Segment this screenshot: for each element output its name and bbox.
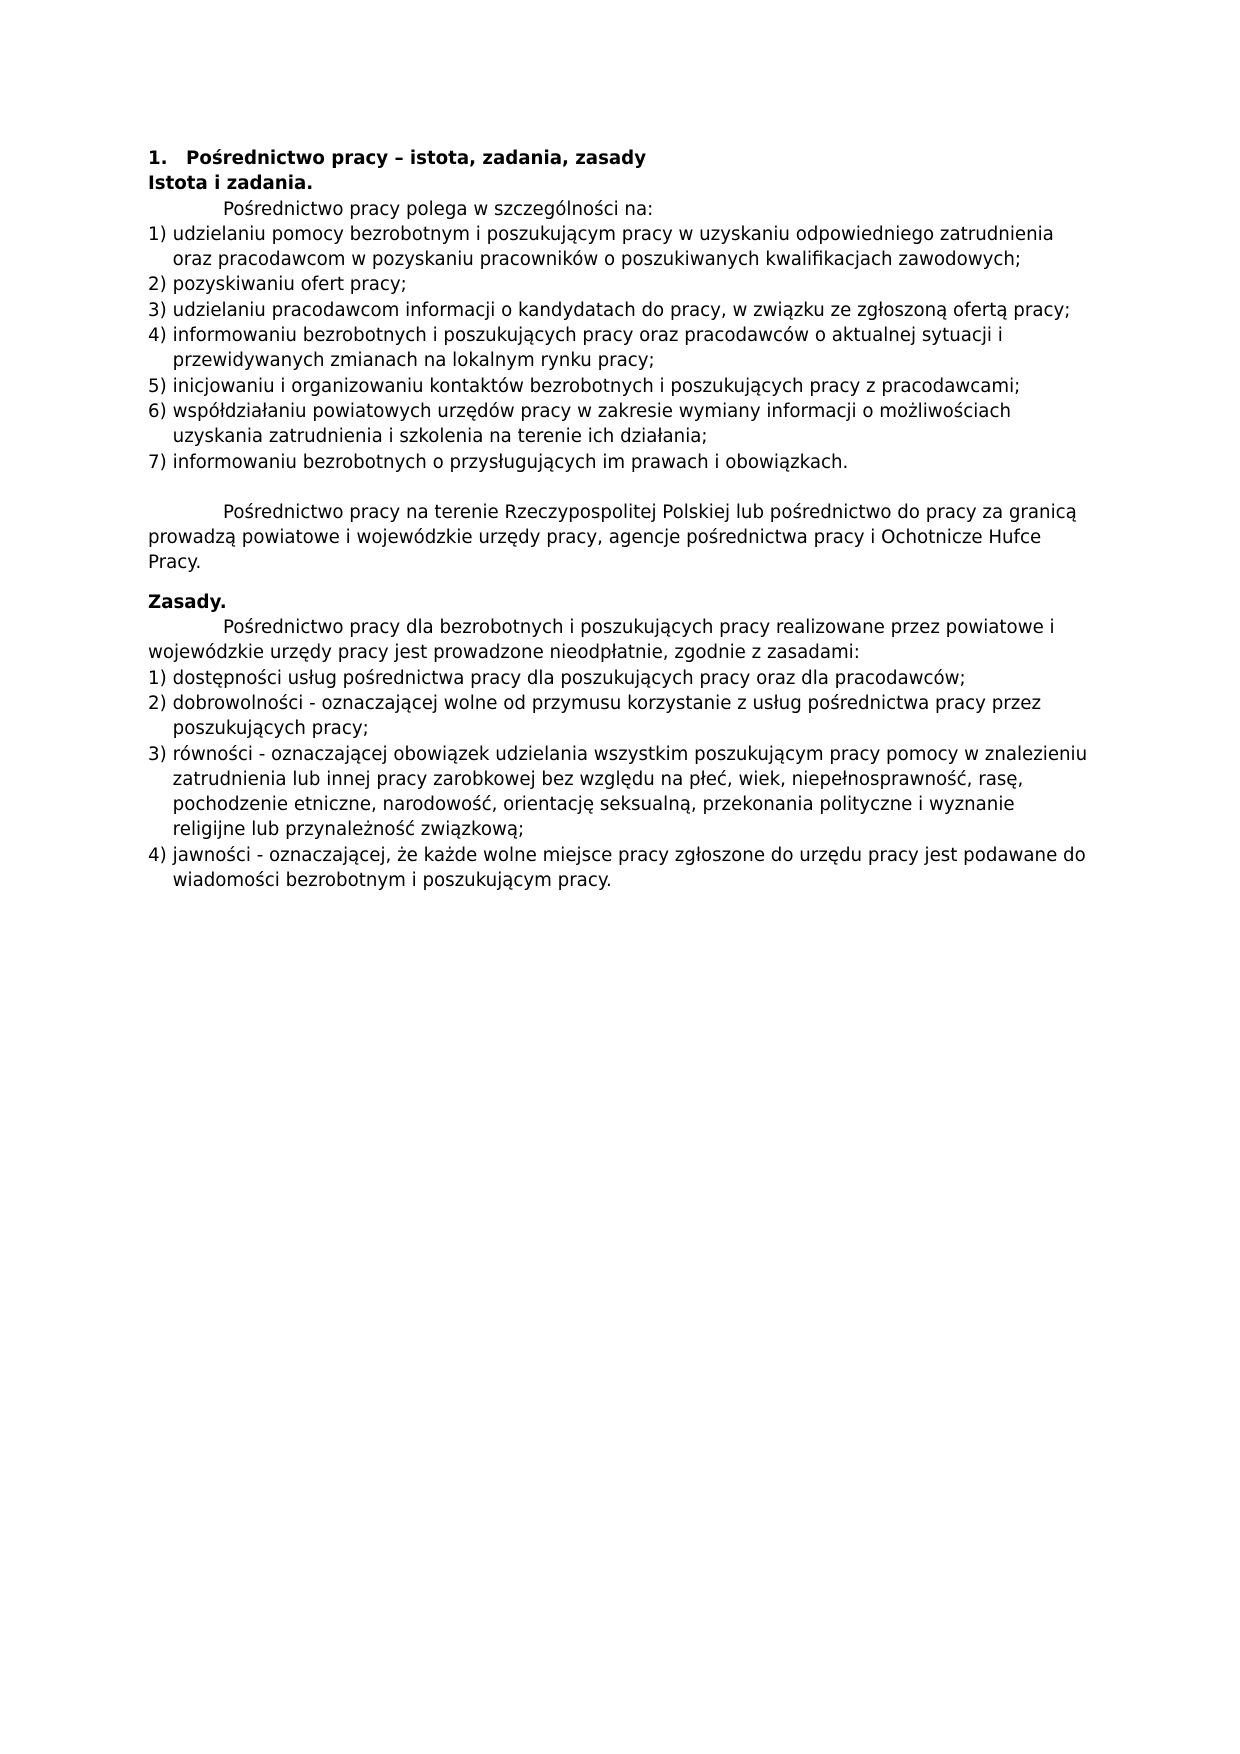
list-item-text: informowaniu bezrobotnych i poszukujących pracy oraz pracodawców o aktualnej sytuacji i przewidywanych zmianach na lokalnym rynku pracy;	[172, 325, 1003, 372]
list-item	[148, 374, 1088, 399]
list-item-text: informowaniu bezrobotnych o przysługujących im prawach i obowiązkach.	[172, 451, 849, 473]
title-text: Pośrednictwo pracy – istota, zadania, zasady	[186, 148, 647, 169]
list-item-text: jawności - oznaczającej, że każde wolne miejsce pracy zgłoszone do urzędu pracy jest podawane do wiadomości bezrobotnym i poszukującym pracy.	[172, 844, 1086, 892]
list-marker: 4)	[148, 325, 167, 347]
paragraph-spacer	[148, 576, 1088, 590]
tasks-list	[148, 222, 1088, 475]
list-item-text: równości - oznaczającej obowiązek udzielania wszystkim poszukującym pracy pomocy w znalezieniu zatrudnienia lub innej pracy zarobkowej bez względu na płeć, wiek, niepełnosprawność, rasę, pochodzenie etniczne, narodowość, orientację seksualną, przekonania polityczne i wyznanie religijne lub przynależność związkową;	[172, 743, 1088, 841]
section-heading-istota: Istota i zadania.	[148, 173, 314, 195]
list-marker: 4)	[148, 844, 167, 866]
list-item	[148, 298, 1088, 323]
list-item-text: udzielaniu pracodawcom informacji o kandydatach do pracy, w związku ze zgłoszoną ofertą pracy;	[172, 299, 1071, 321]
list-marker: 6)	[148, 400, 167, 422]
list-item	[148, 666, 1088, 691]
list-item-text: udzielaniu pomocy bezrobotnym i poszukującym pracy w uzyskaniu odpowiedniego zatrudnienia oraz pracodawcom w pozyskaniu pracowników o poszukiwanych kwalifikacjach zawodowych;	[172, 223, 1054, 271]
section-intro-zasady: Pośrednictwo pracy dla bezrobotnych i poszukujących pracy realizowane przez powiatowe i wojewódzkie urzędy pracy jest prowadzone nieodpłatnie, zgodnie z zasadami:	[148, 617, 1055, 664]
list-marker: 3)	[148, 299, 167, 321]
principles-list	[148, 666, 1088, 894]
list-item	[148, 399, 1088, 450]
list-item-text: współdziałaniu powiatowych urzędów pracy w zakresie wymiany informacji o możliwościach uzyskania zatrudnienia i szkolenia na terenie ich działania;	[172, 400, 1011, 448]
list-item	[148, 323, 1088, 374]
document-title	[148, 146, 1088, 171]
list-item	[148, 742, 1088, 843]
list-item-text: inicjowaniu i organizowaniu kontaktów bezrobotnych i poszukujących pracy z pracodawcami;	[172, 375, 1021, 397]
list-marker: 1)	[148, 667, 167, 689]
list-marker: 5)	[148, 375, 167, 397]
list-item-text: dobrowolności - oznaczającej wolne od przymusu korzystanie z usług pośrednictwa pracy przez poszukujących pracy;	[172, 692, 1042, 740]
list-item	[148, 272, 1088, 297]
section-closing-paragraph: Pośrednictwo pracy na terenie Rzeczypospolitej Polskiej lub pośrednictwo do pracy za granicą prowadzą powiatowe i wojewódzkie urzędy pracy, agencje pośrednictwa pracy i Ochotnicze Hufce Pracy.	[148, 501, 1077, 574]
list-marker: 1)	[148, 223, 167, 245]
section-heading-zasady: Zasady.	[148, 591, 227, 613]
document-page	[148, 146, 1088, 893]
list-item-text: pozyskiwaniu ofert pracy;	[172, 274, 407, 296]
list-item	[148, 691, 1088, 742]
list-marker: 2)	[148, 692, 167, 714]
list-item	[148, 450, 1088, 475]
list-item-text: dostępności usług pośrednictwa pracy dla poszukujących pracy oraz dla pracodawców;	[172, 667, 966, 689]
list-marker: 3)	[148, 743, 167, 765]
list-marker: 2)	[148, 274, 167, 296]
title-number: 1.	[148, 148, 168, 169]
list-marker: 7)	[148, 451, 167, 473]
paragraph-spacer	[148, 475, 1088, 500]
list-item	[148, 843, 1088, 894]
section-intro-istota: Pośrednictwo pracy polega w szczególności na:	[223, 198, 654, 220]
list-item	[148, 222, 1088, 273]
